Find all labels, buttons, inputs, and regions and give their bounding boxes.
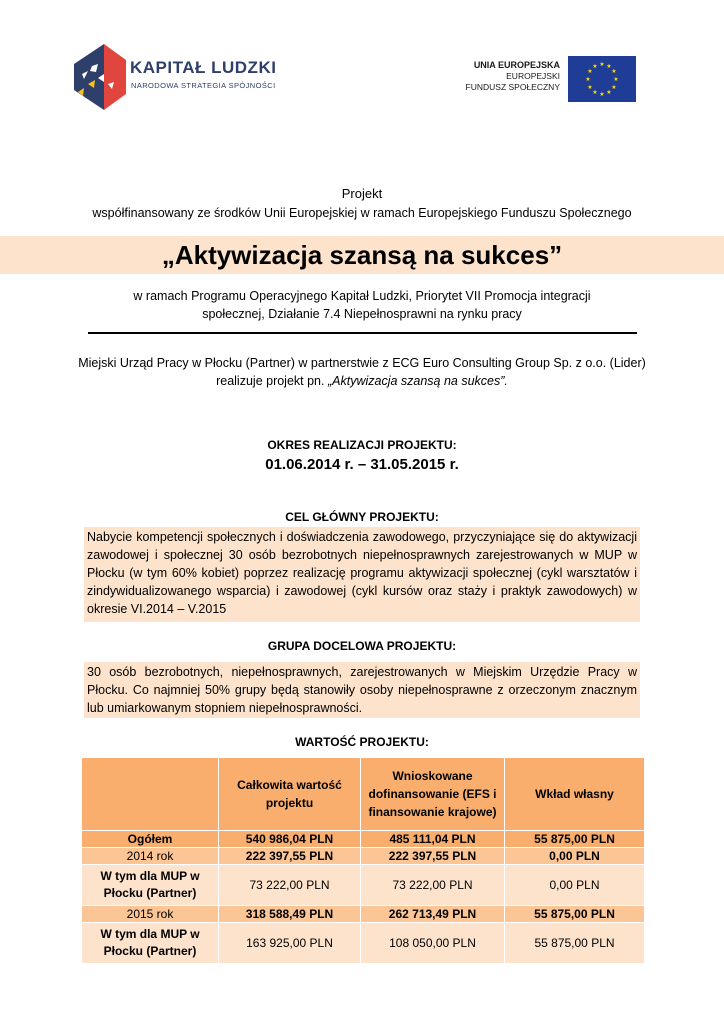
table-row: [82, 831, 645, 848]
cel-text: Nabycie kompetencji społecznych i doświadczenia zawodowego, przyczyniające się do aktywizacji zawodowej i społecznej 30 osób bezrobotnych niepełnosprawnych zarejestrowanych w MUP w Płocku (w tym 60% kobiet) poprzez realizację programu aktywizacji społecznej (cykl warsztatów i zindywidualizowanego wsparcia) i zawodowej (cykl kursów oraz staży i praktyk zawodowych) w okresie VI.2014 – V.2015: [84, 527, 640, 622]
svg-text:★: ★: [592, 63, 598, 70]
svg-text:★: ★: [611, 84, 617, 91]
eu-logo: [466, 56, 636, 102]
svg-text:★: ★: [606, 89, 612, 96]
svg-text:★: ★: [587, 68, 593, 75]
row-label: Ogółem: [82, 831, 219, 848]
cell-own: 55 875,00 PLN: [505, 923, 645, 964]
svg-text:★: ★: [592, 89, 598, 96]
okres-heading: OKRES REALIZACJI PROJEKTU:: [267, 438, 457, 452]
eu-logo-text: [466, 60, 560, 93]
cell-own: 0,00 PLN: [505, 865, 645, 906]
partner-line-2: [0, 372, 724, 390]
kapital-ludzki-emblem-icon: [74, 44, 126, 110]
cell-grant: 222 397,55 PLN: [361, 848, 505, 865]
table-row: [82, 848, 645, 865]
program-line-2: społecznej, Działanie 7.4 Niepełnosprawni na rynku pracy: [202, 307, 522, 321]
divider: [88, 332, 637, 334]
program-line-1: w ramach Programu Operacyjnego Kapitał Ludzki, Priorytet VII Promocja integracji: [133, 289, 591, 303]
cel-heading: CEL GŁÓWNY PROJEKTU:: [285, 510, 439, 524]
table-header-cell: [82, 758, 219, 831]
svg-text:★: ★: [587, 84, 593, 91]
svg-text:★: ★: [599, 61, 605, 68]
eu-line2: EUROPEJSKI: [506, 71, 560, 81]
partner-line-2-title: „Aktywizacja szansą na sukces”.: [327, 374, 508, 388]
svg-text:★: ★: [585, 76, 591, 83]
table-row: [82, 923, 645, 964]
grupa-text: 30 osób bezrobotnych, niepełnosprawnych, zarejestrowanych w Miejskim Urzędzie Pracy w Płocku. Co najmniej 50% grupy będą stanowiły osoby niepełnosprawne z orzeczonym znacznym lub umiarkowanym stopniem niepełnosprawności.: [84, 662, 640, 718]
cell-own: 55 875,00 PLN: [505, 906, 645, 923]
cofinancing-line: współfinansowany ze środków Unii Europejskiej w ramach Europejskiego Funduszu Społecznego: [92, 206, 632, 220]
row-label: 2014 rok: [82, 848, 219, 865]
table-row: [82, 906, 645, 923]
eu-flag-icon: [568, 56, 636, 102]
svg-text:★: ★: [611, 68, 617, 75]
kapital-ludzki-title: KAPITAŁ LUDZKI: [130, 58, 277, 77]
cell-total: 318 588,49 PLN: [219, 906, 361, 923]
cell-total: 73 222,00 PLN: [219, 865, 361, 906]
kapital-ludzki-subtitle: NARODOWA STRATEGIA SPÓJNOŚCI: [131, 81, 276, 90]
table-header-cell: Całkowita wartość projektu: [219, 758, 361, 831]
cell-grant: 108 050,00 PLN: [361, 923, 505, 964]
row-label: W tym dla MUP w Płocku (Partner): [82, 923, 219, 964]
partner-line-1: Miejski Urząd Pracy w Płocku (Partner) w partnerstwie z ECG Euro Consulting Group Sp. z o.o. (Lider): [78, 356, 646, 370]
svg-text:★: ★: [606, 63, 612, 70]
grupa-heading: GRUPA DOCELOWA PROJEKTU:: [267, 639, 457, 653]
eu-line3: FUNDUSZ SPOŁECZNY: [465, 82, 560, 92]
cell-own: 0,00 PLN: [505, 848, 645, 865]
program-description: [0, 287, 724, 323]
partner-line-2-prefix: realizuje projekt pn.: [216, 374, 328, 388]
cell-grant: 73 222,00 PLN: [361, 865, 505, 906]
cell-own: 55 875,00 PLN: [505, 831, 645, 848]
wartosc-heading: WARTOŚĆ PROJEKTU:: [295, 735, 429, 749]
table-header-cell: Wnioskowane dofinansowanie (EFS i finansowanie krajowe): [361, 758, 505, 831]
cell-grant: 485 111,04 PLN: [361, 831, 505, 848]
cell-total: 163 925,00 PLN: [219, 923, 361, 964]
cell-total: 540 986,04 PLN: [219, 831, 361, 848]
partner-description: [0, 354, 724, 390]
project-title: „Aktywizacja szansą na sukces”: [161, 240, 563, 270]
projekt-label: Projekt: [341, 186, 383, 201]
okres-value: 01.06.2014 r. – 31.05.2015 r.: [265, 456, 459, 473]
svg-text:★: ★: [599, 91, 605, 98]
row-label: W tym dla MUP w Płocku (Partner): [82, 865, 219, 906]
table-row: [82, 865, 645, 906]
value-table: [81, 757, 645, 964]
cell-total: 222 397,55 PLN: [219, 848, 361, 865]
kapital-ludzki-logo: [74, 44, 284, 110]
table-header-row: [82, 758, 645, 831]
eu-line1: UNIA EUROPEJSKA: [473, 60, 560, 70]
cell-grant: 262 713,49 PLN: [361, 906, 505, 923]
row-label: 2015 rok: [82, 906, 219, 923]
table-header-cell: Wkład własny: [505, 758, 645, 831]
svg-text:★: ★: [613, 76, 619, 83]
